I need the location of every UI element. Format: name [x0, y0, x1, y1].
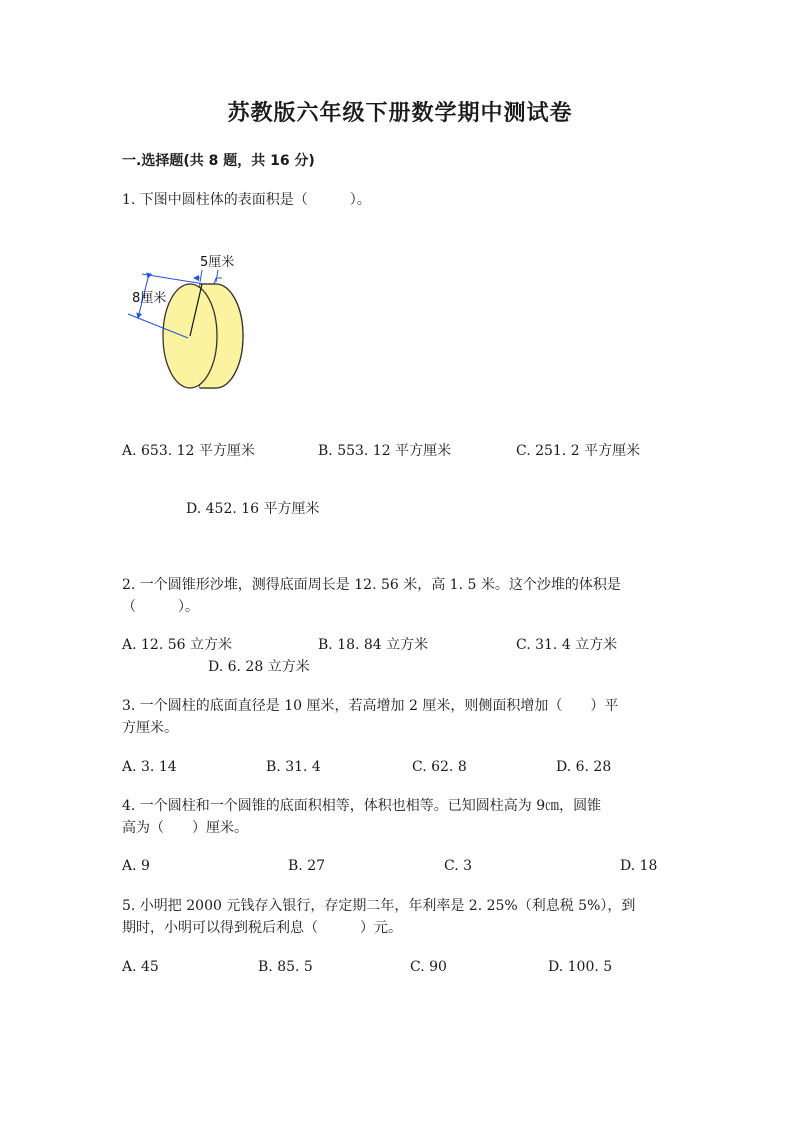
- q1-option-a[interactable]: A. 653. 12 平方厘米: [122, 443, 255, 459]
- question-4-text-cont: 高为（ ）厘米。: [122, 820, 248, 836]
- question-2-text-cont: （ ）。: [122, 599, 199, 615]
- figure-top-label: 5厘米: [200, 255, 235, 270]
- q2-option-b[interactable]: B. 18. 84 立方米: [318, 637, 429, 653]
- q5-option-b[interactable]: B. 85. 5: [258, 959, 313, 975]
- question-5-text-cont: 期时，小明可以得到税后利息（ ）元。: [122, 920, 402, 936]
- q4-option-a[interactable]: A. 9: [122, 858, 150, 874]
- q3-option-a[interactable]: A. 3. 14: [122, 759, 177, 775]
- q1-option-d[interactable]: D. 452. 16 平方厘米: [186, 501, 320, 517]
- question-3-text-cont: 方厘米。: [122, 720, 178, 736]
- question-2-text: 2. 一个圆锥形沙堆，测得底面周长是 12. 56 米，高 1. 5 米。这个沙堆的体积是: [122, 577, 621, 593]
- question-5-text: 5. 小明把 2000 元钱存入银行，存定期二年，年利率是 2. 25%（利息税 5%），到: [122, 898, 636, 914]
- q1-option-b[interactable]: B. 553. 12 平方厘米: [318, 443, 452, 459]
- q2-option-c[interactable]: C. 31. 4 立方米: [516, 637, 618, 653]
- q2-option-a[interactable]: A. 12. 56 立方米: [122, 637, 232, 653]
- figure-side-label: 8厘米: [132, 291, 167, 306]
- q1-option-c[interactable]: C. 251. 2 平方厘米: [516, 443, 641, 459]
- question-3-text: 3. 一个圆柱的底面直径是 10 厘米，若高增加 2 厘米，则侧面积增加（ ）平: [122, 698, 619, 714]
- section-heading: 一.选择题(共 8 题，共 16 分): [122, 153, 315, 169]
- q5-option-d[interactable]: D. 100. 5: [548, 959, 613, 975]
- page-title: 苏教版六年级下册数学期中测试卷: [227, 101, 573, 126]
- question-1-text: 1. 下图中圆柱体的表面积是（ ）。: [122, 192, 371, 208]
- q4-option-b[interactable]: B. 27: [288, 858, 326, 874]
- cylinder-figure: [118, 248, 258, 398]
- question-4-text: 4. 一个圆柱和一个圆锥的底面积相等，体积也相等。已知圆柱高为 9㎝，圆锥: [122, 798, 602, 814]
- q5-option-c[interactable]: C. 90: [410, 959, 447, 975]
- q2-option-d[interactable]: D. 6. 28 立方米: [208, 659, 310, 675]
- q5-option-a[interactable]: A. 45: [122, 959, 159, 975]
- q4-option-c[interactable]: C. 3: [444, 858, 473, 874]
- q3-option-b[interactable]: B. 31. 4: [266, 759, 321, 775]
- q4-option-d[interactable]: D. 18: [620, 858, 658, 874]
- q3-option-c[interactable]: C. 62. 8: [412, 759, 467, 775]
- q3-option-d[interactable]: D. 6. 28: [556, 759, 612, 775]
